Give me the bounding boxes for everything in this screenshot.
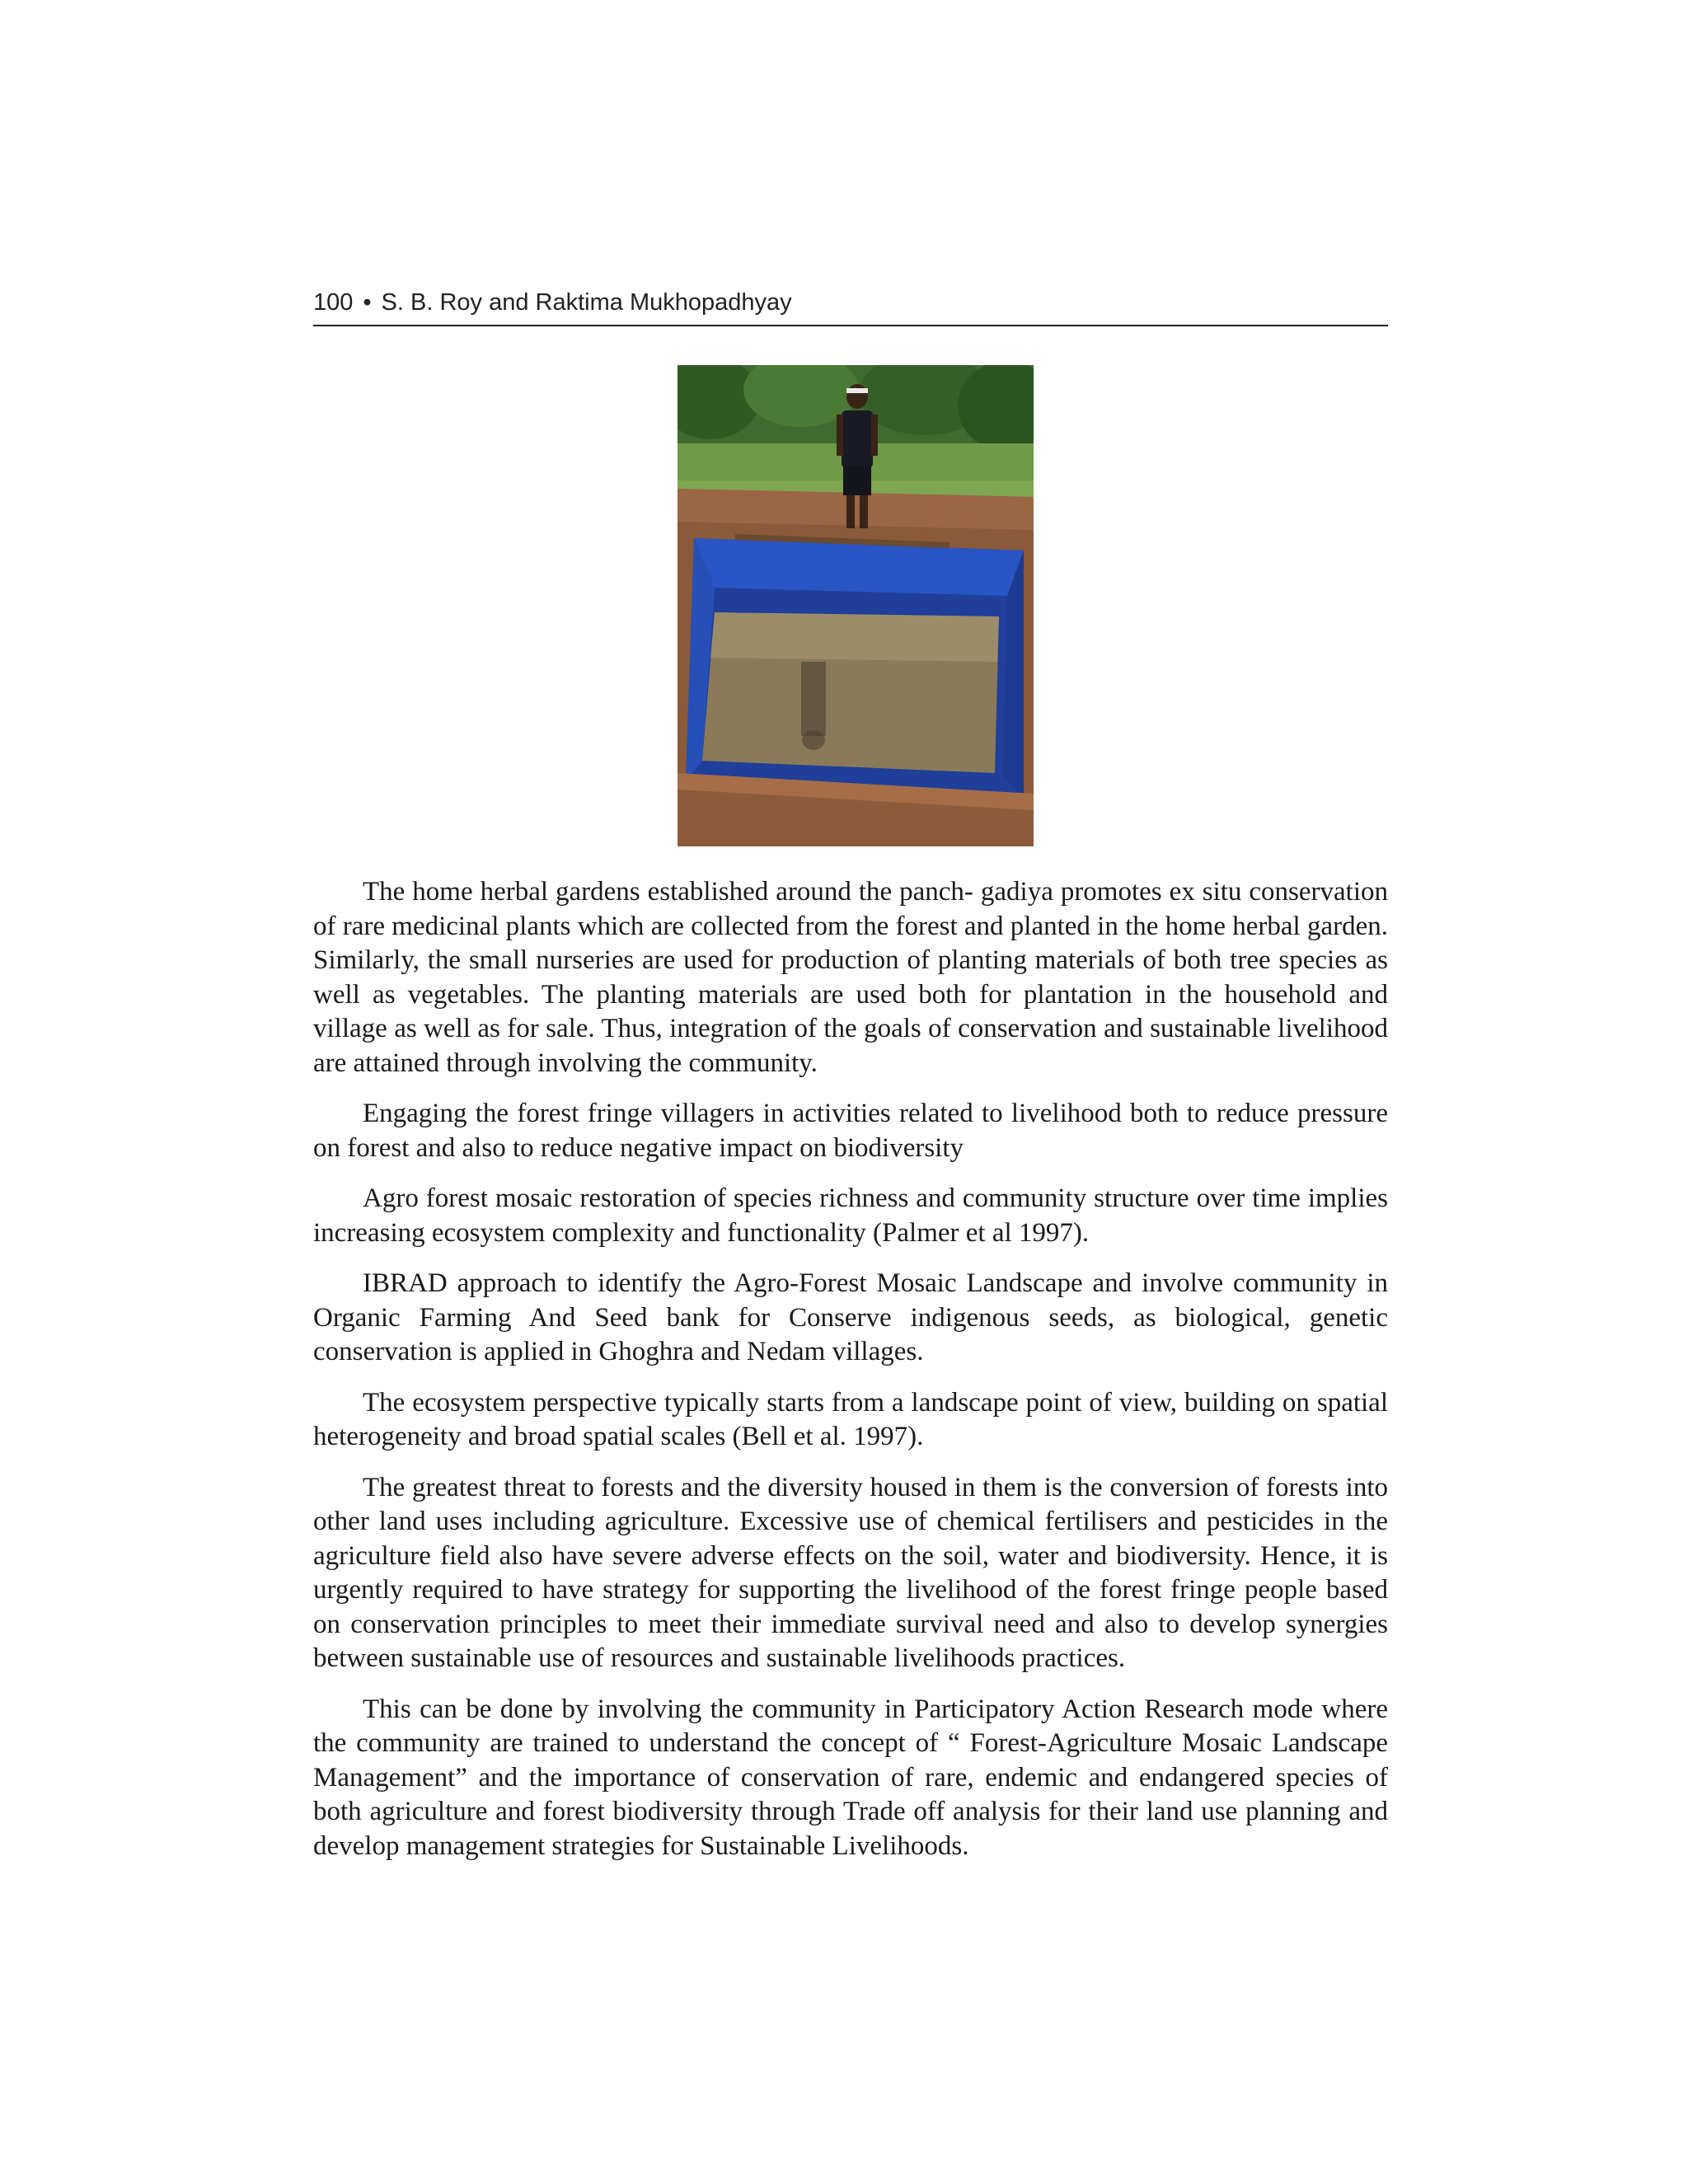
- page-number: 100: [313, 289, 354, 316]
- paragraph-7: This can be done by involving the community in Participatory Action Research mode where the community are trained to understand the concept of “ Forest-Agriculture Mosaic Landscape Management” and the importance of conservation of rare, endemic and endangered species of both agriculture and forest biodiversity through Trade off analysis for their land use planning and develop management strategies for Sustainable Livelihoods.: [313, 1694, 1388, 1861]
- header-separator: •: [363, 289, 372, 316]
- paragraph-2: Engaging the forest fringe villagers in activities related to livelihood both to reduce pressure on forest and also to reduce negative impact on biodiversity: [313, 1099, 1388, 1163]
- body-text: [313, 875, 1388, 1880]
- running-head: [313, 288, 1388, 326]
- paragraph-5: The ecosystem perspective typically starts from a landscape point of view, building on spatial heterogeneity and broad spatial scales (Bell et al. 1997).: [313, 1387, 1388, 1451]
- header-authors: S. B. Roy and Raktima Mukhopadhyay: [381, 289, 792, 316]
- paragraph-1: The home herbal gardens established around the panch- gadiya promotes ex situ conservation of rare medicinal plants which are collected from the forest and planted in the home herbal garden. Similarly, the small nurseries are used for production of planting materials of both tree species as well as vegetables. The planting materials are used both for plantation in the household and village as well as for sale. Thus, integration of the goals of conservation and sustainable livelihood are attained through involving the community.: [313, 877, 1388, 1078]
- pond-photo: [678, 365, 1034, 846]
- paragraph-4: IBRAD approach to identify the Agro-Forest Mosaic Landscape and involve community in Organic Farming And Seed bank for Conserve indigenous seeds, as biological, genetic conservation is applied in Ghoghra and Nedam villages.: [313, 1268, 1388, 1366]
- photo-pond-with-person-icon: [678, 365, 1034, 846]
- paragraph-3: Agro forest mosaic restoration of species richness and community structure over time implies increasing ecosystem complexity and functionality (Palmer et al 1997).: [313, 1183, 1388, 1248]
- paragraph-6: The greatest threat to forests and the diversity housed in them is the conversion of forests into other land uses including agriculture. Excessive use of chemical fertilisers and pesticides in the agriculture field also have severe adverse effects on the soil, water and biodiversity. Hence, it is urgently required to have strategy for supporting the livelihood of the forest fringe people based on conservation principles to meet their immediate survival need and also to develop synergies between sustainable use of resources and sustainable livelihoods practices.: [313, 1472, 1388, 1673]
